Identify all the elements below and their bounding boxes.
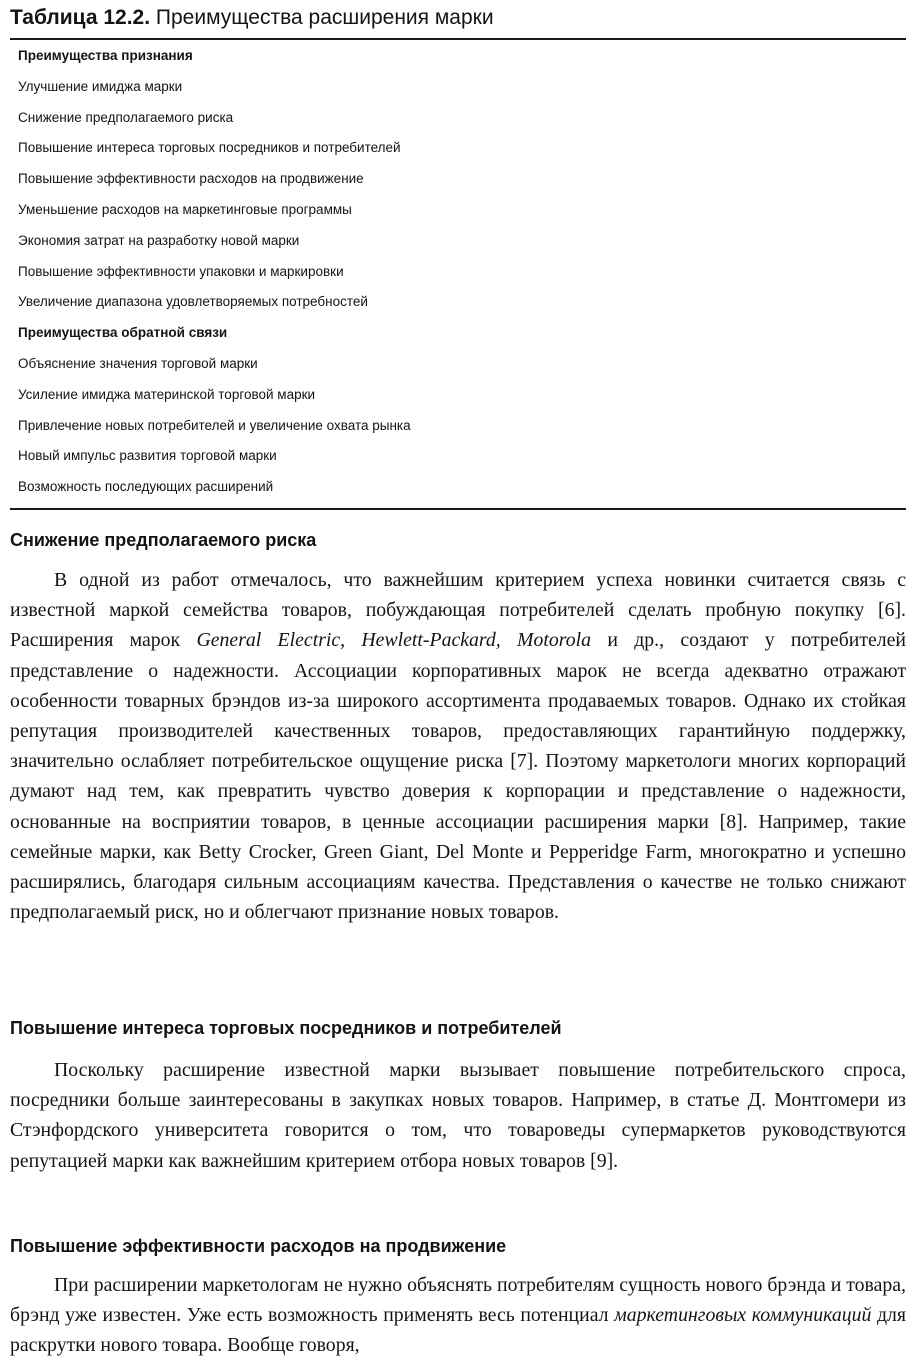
- table-top-rule: [10, 38, 906, 40]
- table-row: Возможность последующих расширений: [18, 479, 274, 495]
- table-row: Повышение интереса торговых посредников и потребителей: [18, 140, 401, 156]
- table-row: Повышение эффективности упаковки и маркировки: [18, 263, 344, 279]
- table-row: Привлечение новых потребителей и увеличение охвата рынка: [18, 417, 411, 433]
- table-group-heading: Преимущества обратной связи: [18, 325, 228, 341]
- section-heading-interest: Повышение интереса торговых посредников и потребителей: [10, 1018, 562, 1038]
- table-row: Новый импульс развития торговой марки: [18, 448, 277, 464]
- table-caption: [10, 2, 910, 34]
- table-row: Снижение предполагаемого риска: [18, 109, 234, 125]
- section-paragraph-interest: Поскольку расширение известной марки вызывает повышение потребительского спроса, посредники больше заинтересованы в закупках новых товаров. Например, в статье Д. Монтгомери из Стэнфордского университета говорится о том, что товароведы супермаркетов руководствуются репутацией марки как важнейшим критерием отбора новых товаров [9].: [10, 1059, 906, 1172]
- table-body: [18, 41, 898, 503]
- section-heading-promotion: Повышение эффективности расходов на продвижение: [10, 1236, 507, 1256]
- table-row: Усиление имиджа материнской торговой марки: [18, 386, 316, 402]
- table-caption-number: Таблица 12.2.: [10, 6, 151, 29]
- paragraph-text: В одной из работ отмечалось, что важнейшим критерием успеха новинки считается связь с известной маркой семейства товаров, побуждающая потребителей сделать пробную покупку [6]. Расширения марок: [10, 569, 906, 652]
- section-heading-risk: Снижение предполагаемого риска: [10, 530, 317, 550]
- table-group-heading: Преимущества признания: [18, 48, 193, 63]
- table-row: Улучшение имиджа марки: [18, 78, 183, 94]
- table-bottom-rule: [10, 508, 906, 510]
- table-row: Экономия затрат на разработку новой марки: [18, 232, 300, 248]
- table-row: Увеличение диапазона удовлетворяемых потребностей: [18, 294, 368, 310]
- table-caption-title: Преимущества расширения марки: [150, 6, 494, 29]
- paragraph-text: При расширении маркетологам не нужно объяснять потребителям сущность нового брэнда и товара, брэнд уже известен. Уже есть возможность применять весь потенциал: [10, 1274, 906, 1327]
- table-row: Объяснение значения торговой марки: [18, 355, 258, 371]
- paragraph-text: для раскрутки нового товара. Вообще говоря,: [10, 1304, 906, 1357]
- table-row: Уменьшение расходов на маркетинговые программы: [18, 201, 352, 217]
- brand-names: General Electric, Hewlett-Packard, Motorola: [196, 629, 592, 652]
- section-paragraph-risk: [10, 565, 906, 927]
- term-italic: маркетинговых коммуникаций: [614, 1304, 872, 1327]
- section-paragraph-promotion: [10, 1270, 906, 1361]
- paragraph-text: и др., создают у потребителей представление о надежности. Ассоциации корпоративных марок не всегда адекватно отражают особенности товарных брэндов из-за широкого ассортимента продаваемых товаров. Однако их стойкая репутация производителей качественных товаров, предоставляющих гарантийную поддержку, значительно ослабляет потребительское ощущение риска [7]. Поэтому маркетологи многих корпораций думают над тем, как превратить чувство доверия к корпорации и представление о надежности, основанные на восприятии товаров, в ценные ассоциации расширения марки [8]. Например, такие семейные марки, как Betty Crocker, Green Giant, Del Monte и Pepperidge Farm, многократно и успешно расширялись, благодаря сильным ассоциациям качества. Представления о качестве не только снижают предполагаемый риск, но и облегчают признание новых товаров.: [10, 629, 907, 924]
- table-row: Повышение эффективности расходов на продвижение: [18, 171, 364, 187]
